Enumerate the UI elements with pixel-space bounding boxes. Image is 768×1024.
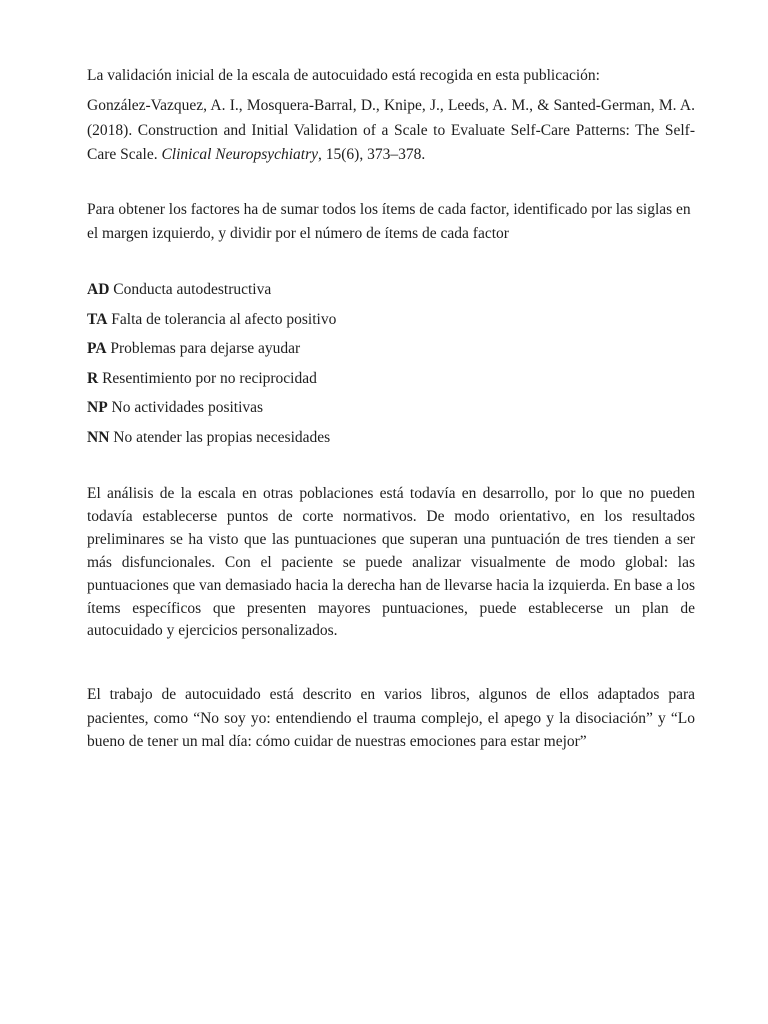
factor-label: Problemas para dejarse ayudar [110,340,301,357]
citation-volume-pages: , 15(6), 373–378. [318,146,426,163]
citation-authors-title: González-Vazquez, A. I., Mosquera-Barral, D., Knipe, J., Leeds, A. M., & Santed-German, M. A. (2018). Construction and Initial Validation of a Scale to Evaluate Self-Care Patterns: The Self-Care Scale. [87,97,695,163]
factor-code: NP [87,399,108,416]
factor-item [87,426,695,456]
citation-journal: Clinical Neuropsychiatry [161,146,319,163]
factor-label: No atender las propias necesidades [113,428,331,446]
selfcare-paragraph: El trabajo de autocuidado está descrito en varios libros, algunos de ellos adaptados para pacientes, como “No soy yo: entendiendo el trauma complejo, el apego y la disociación” y “Lo bueno de tener un mal día: cómo cuidar de nuestras emociones para estar mejor” [87,686,695,750]
factor-code: R [87,369,99,387]
factor-code: PA [87,340,107,357]
factor-code: NN [87,428,110,446]
intro-text: La validación inicial de la escala de autocuidado está recogida en esta publicación: [87,67,600,84]
factor-label: No actividades positivas [111,399,264,416]
factor-label: Resentimiento por no reciprocidad [102,369,317,387]
factor-label: Falta de tolerancia al afecto positivo [111,310,337,328]
factor-label: Conducta autodestructiva [113,281,272,298]
factor-item [87,278,695,308]
factor-code: TA [87,310,108,328]
citation [87,94,695,168]
factor-list [87,278,695,455]
factor-item [87,308,695,338]
factor-item [87,337,695,367]
factor-item [87,367,695,397]
factor-item [87,396,695,426]
instructions-text: Para obtener los factores ha de sumar todos los ítems de cada factor, identificado por las siglas en el margen izquierdo, y dividir por el número de ítems de cada factor [87,201,691,242]
analysis-paragraph: El análisis de la escala en otras poblaciones está todavía en desarrollo, por lo que no pueden todavía establecerse puntos de corte normativos. De modo orientativo, en los resultados preliminares se ha visto que las puntuaciones que superan una puntuación de tres tienden a ser más disfuncionales. Con el paciente se puede analizar visualmente de modo global: las puntuaciones que van demasiado hacia la derecha han de llevarse hacia la izquierda. En base a los ítems específicos que presenten mayores puntuaciones, puede establecerse un plan de autocuidado y ejercicios personalizados. [87,485,695,640]
factor-code: AD [87,281,110,298]
